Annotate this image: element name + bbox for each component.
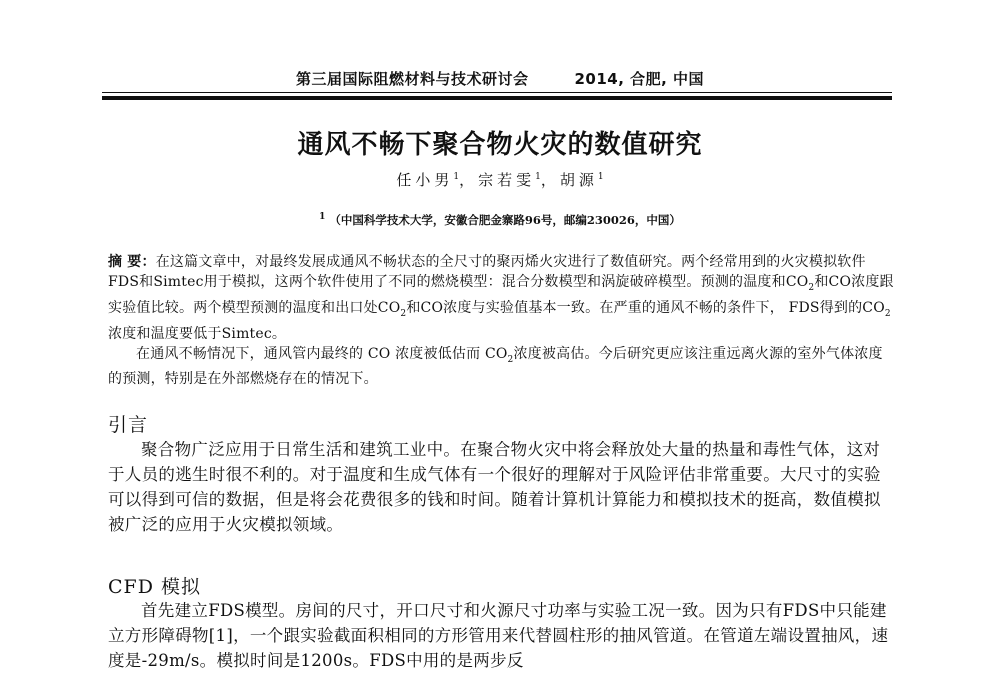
conference-name: 第三届国际阻燃材料与技术研讨会 <box>295 70 529 88</box>
abstract-paragraph <box>108 344 894 390</box>
abstract-text: 和CO浓度跟实验值比较。两个模型预测的温度和出口处CO <box>108 274 894 316</box>
abstract-text: 在这篇文章中，对最终发展成通风不畅状态的全尺寸的聚丙烯火灾进行了数值研究。两个经常用到的火灾模拟软件FDS和Simtec用于模拟，这两个软件使用了不同的燃烧模型：混合分数模型和涡旋破碎模型。预测的温度和CO <box>108 254 866 290</box>
section-heading-cfd: CFD 模拟 <box>108 576 201 598</box>
abstract-text: 浓度和温度要低于Simtec。 <box>108 325 287 342</box>
section-body-cfd <box>108 598 894 673</box>
paper-title: 通风不畅下聚合物火灾的数值研究 <box>297 130 703 160</box>
author-affil-mark: 1 <box>535 172 541 182</box>
running-header <box>0 68 1000 89</box>
author-name: 胡源 <box>559 171 598 189</box>
author-list <box>0 169 1000 190</box>
author-affil-mark: 1 <box>453 172 460 182</box>
abstract-label: 摘 要： <box>108 254 156 270</box>
section-heading-intro: 引言 <box>108 414 149 436</box>
header-rule-thin <box>102 92 892 93</box>
body-paragraph: 聚合物广泛应用于日常生活和建筑工业中。在聚合物火灾中将会释放处大量的热量和毒性气体，这对于人员的逃生时很不利的。对于温度和生成气体有一个很好的理解对于风险评估非常重要。大尺寸的实验可以得到可信的数据，但是将会花费很多的钱和时间。随着计算机计算能力和模拟技术的挺高，数值模拟被广泛的应用于火灾模拟领域。 <box>108 440 881 534</box>
abstract-text: 和CO浓度与实验值基本一致。在严重的通风不畅的条件下， FDS得到的CO <box>406 299 885 316</box>
author-affil-mark: 1 <box>597 172 604 182</box>
abstract <box>108 252 894 389</box>
body-paragraph: 首先建立FDS模型。房间的尺寸，开口尺寸和火源尺寸功率与实验工况一致。因为只有FDS中只能建立方形障碍物[1]，一个跟实验截面积相同的方形管用来代替圆柱形的抽风管道。在管道左端设置抽风，速度是-29m/s。模拟时间是1200s。FDS中用的是两步反 <box>108 601 889 670</box>
affiliation-mark: 1 <box>319 212 326 223</box>
author-name: 宗若雯 <box>478 171 536 189</box>
author-name: 任小男 <box>396 171 454 189</box>
abstract-text: 在通风不畅情况下，通风管内最终的 CO 浓度被低估而 CO <box>136 345 508 362</box>
author-separator: ， <box>459 171 479 189</box>
author-separator: ， <box>540 171 560 189</box>
abstract-text: 浓度被高估。今后研究更应该注重远离火源的室外气体浓度的预测，特别是在外部燃烧存在的情况下。 <box>108 345 883 388</box>
subscript: 2 <box>507 354 514 365</box>
subscript: 2 <box>400 308 407 319</box>
conference-date-place: 2014, 合肥, 中国 <box>574 70 705 88</box>
affiliation <box>0 212 1000 228</box>
affiliation-text: （中国科学技术大学，安徽合肥金寨路96号，邮编230026，中国） <box>329 213 681 227</box>
header-rule-thick <box>102 96 892 100</box>
abstract-paragraph <box>108 252 894 344</box>
subscript: 2 <box>808 282 815 293</box>
subscript: 2 <box>884 308 891 319</box>
section-body-intro <box>108 437 894 537</box>
